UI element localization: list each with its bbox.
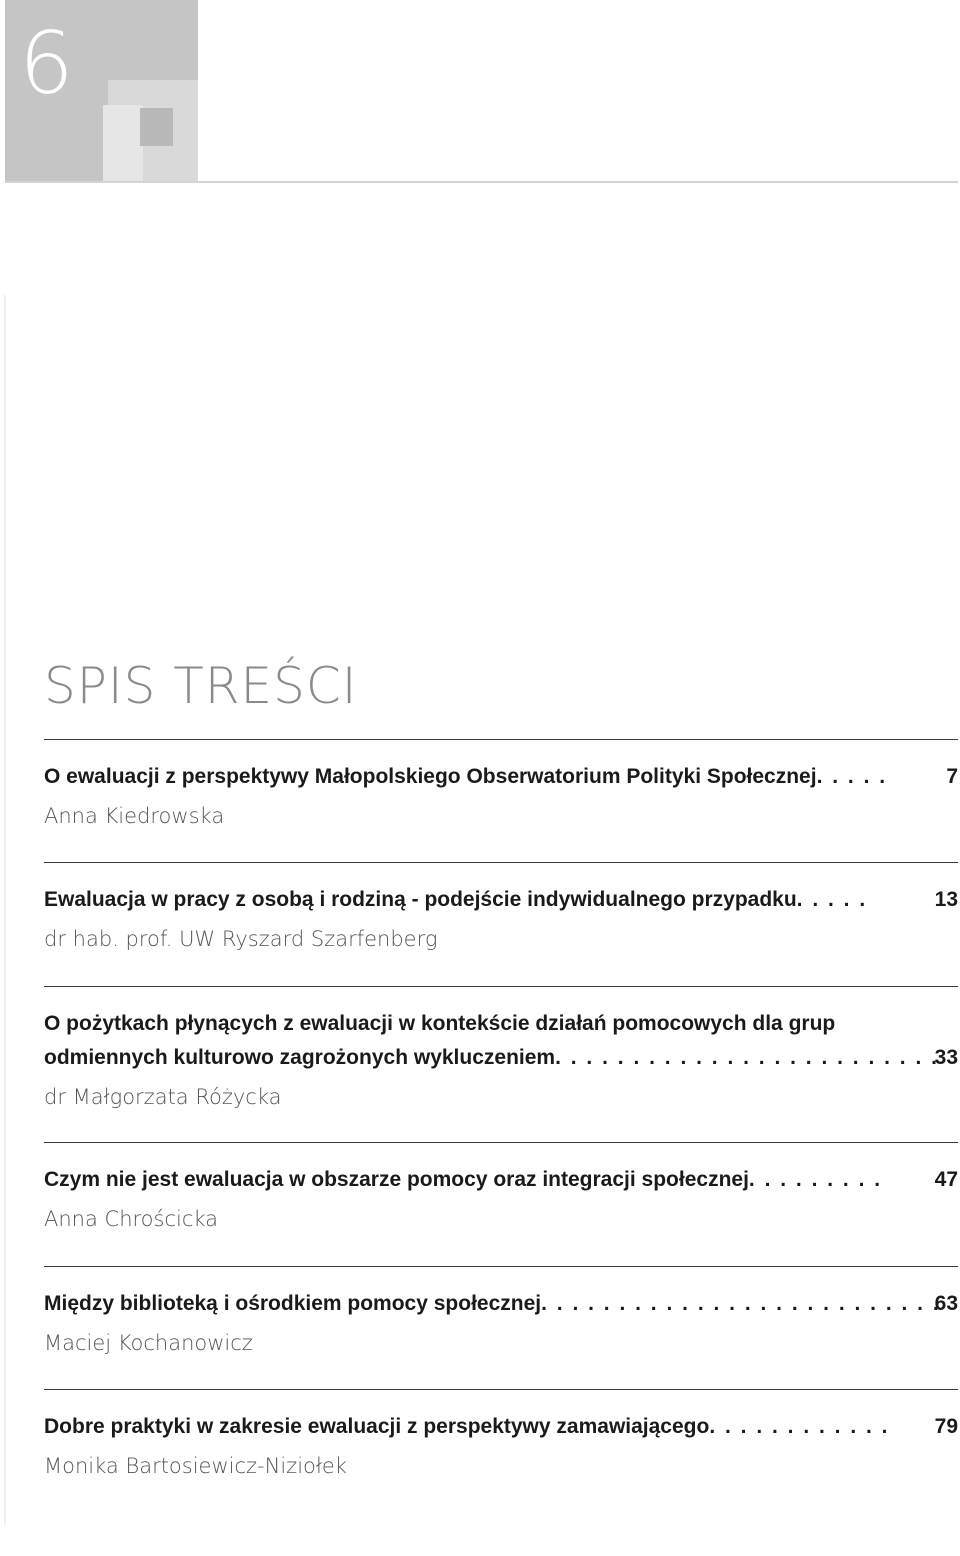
toc-entry-author: Anna Kiedrowska	[44, 804, 225, 828]
toc-entry-leader: . . . . .	[816, 765, 888, 788]
toc-entry[interactable]	[44, 739, 958, 834]
toc-entry-title[interactable]	[44, 883, 958, 917]
toc-entry-title[interactable]	[44, 1287, 958, 1321]
toc-entry-author: dr hab. prof. UW Ryszard Szarfenberg	[44, 927, 438, 951]
toc-entry-title[interactable]	[44, 1410, 958, 1444]
toc-entry[interactable]	[44, 862, 958, 957]
page-number-badge	[5, 0, 198, 183]
toc-entry-title-line: Czym nie jest ewaluacja w obszarze pomocy oraz integracji społecznej	[44, 1168, 749, 1191]
toc-entry-author: Maciej Kochanowicz	[44, 1331, 253, 1355]
toc-entry-leader: . . . . . . . . . . . . . . . . . . . . . . . . .	[555, 1046, 939, 1069]
toc-entry-leader: . . . . .	[796, 888, 868, 911]
toc-entry-leader: . . . . . . . . .	[748, 1168, 883, 1191]
toc-entry[interactable]	[44, 1389, 958, 1484]
toc-entry-page: 33	[934, 1046, 958, 1069]
toc-entry-author: dr Małgorzata Różycka	[44, 1085, 282, 1109]
margin-line	[4, 295, 6, 1525]
header-divider	[5, 181, 958, 183]
toc-entry-author: Monika Bartosiewicz-Niziołek	[44, 1454, 347, 1478]
toc-title: SPIS TREŚCI	[44, 657, 358, 715]
toc-entry-leader: . . . . . . . . . . . . . . . . . . . . . . . . . .	[541, 1292, 941, 1315]
toc-entry-title[interactable]	[44, 1163, 958, 1197]
toc-entry-leader: . . . . . . . . . . . .	[709, 1415, 890, 1438]
toc-entry[interactable]	[44, 1266, 958, 1361]
toc-entry[interactable]	[44, 986, 958, 1115]
toc-entry-title-line: odmiennych kulturowo zagrożonych wykluczeniem	[44, 1046, 556, 1069]
toc-entry-title-line: Dobre praktyki w zakresie ewaluacji z perspektywy zamawiającego	[44, 1415, 710, 1438]
toc-entry-title-line: Ewaluacja w pracy z osobą i rodziną - podejście indywidualnego przypadku	[44, 888, 797, 911]
toc-entry-title[interactable]	[44, 760, 958, 794]
toc-entry-page: 7	[946, 765, 958, 788]
toc-entry-author: Anna Chrościcka	[44, 1207, 219, 1231]
toc-entry-title-line: O ewaluacji z perspektywy Małopolskiego Obserwatorium Polityki Społecznej	[44, 765, 817, 788]
toc-entry-page: 63	[934, 1292, 958, 1315]
toc-entry[interactable]	[44, 1142, 958, 1237]
page-number: 6	[19, 14, 74, 114]
toc-entry-page: 13	[934, 888, 958, 911]
toc-entry-title-line: O pożytkach płynących z ewaluacji w kontekście działań pomocowych dla grup	[44, 1012, 836, 1035]
decorative-square	[103, 105, 143, 183]
toc-entry-title-line: Między biblioteką i ośrodkiem pomocy społecznej	[44, 1292, 542, 1315]
toc-entry-title[interactable]	[44, 1007, 958, 1075]
toc-entry-page: 47	[934, 1168, 958, 1191]
toc-entry-page: 79	[934, 1415, 958, 1438]
decorative-square	[140, 108, 173, 146]
